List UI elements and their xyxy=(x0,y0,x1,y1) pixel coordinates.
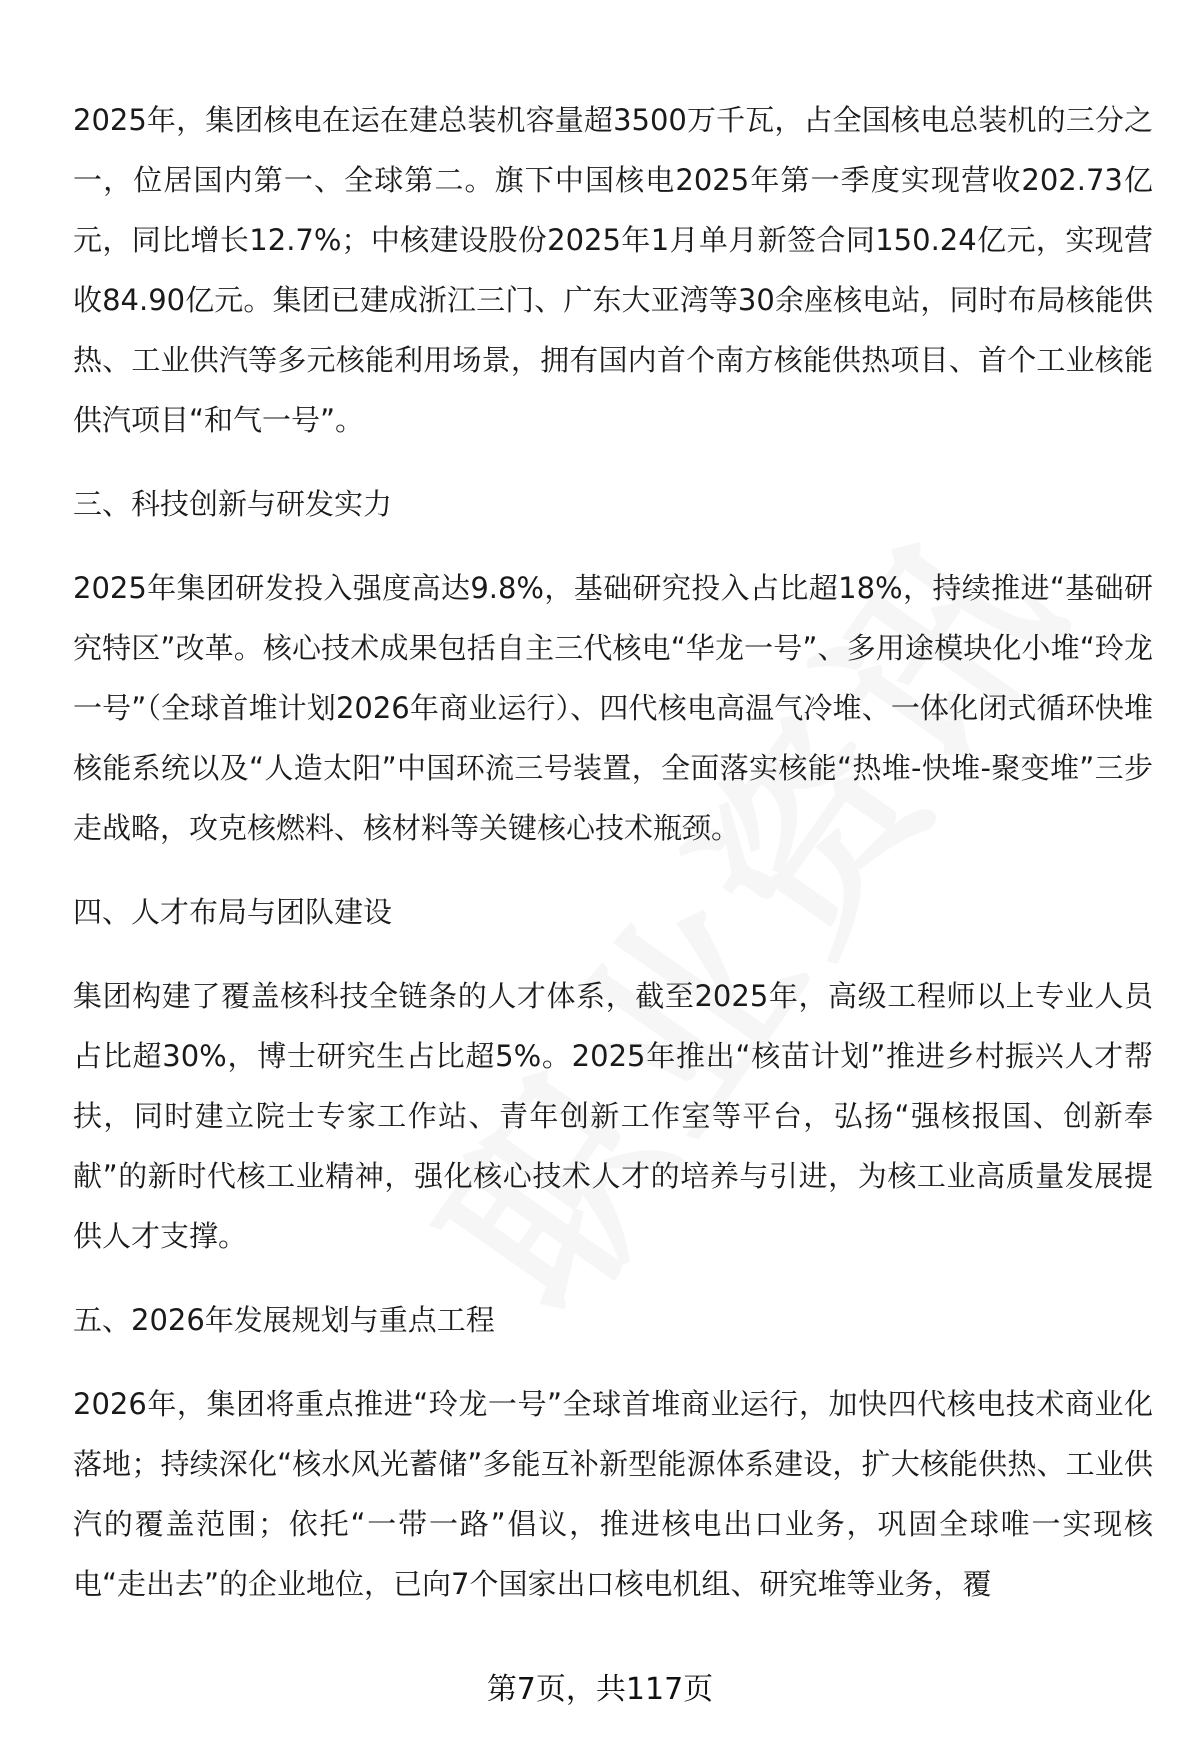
paragraph-2026-plan: 2026年，集团将重点推进“玲龙一号”全球首堆商业运行，加快四代核电技术商业化落地；持续深化“核水风光蓄储”多能互补新型能源体系建设，扩大核能供热、工业供汽的覆盖范围；依托“一带一路”倡议，推进核电出口业务，巩固全球唯一实现核电“走出去”的企业地位，已向7个国家出口核电机组、研究堆等业务，覆 xyxy=(73,1387,1153,1601)
document-body xyxy=(73,90,1153,1638)
paragraph-nuclear-capacity: 2025年，集团核电在运在建总装机容量超3500万千瓦，占全国核电总装机的三分之一，位居国内第一、全球第二。旗下中国核电2025年第一季度实现营收202.73亿元，同比增长12.7%；中核建设股份2025年1月单月新签合同150.24亿元，实现营收84.90亿元。集团已建成浙江三门、广东大亚湾等30余座核电站，同时布局核能供热、工业供汽等多元核能利用场景，拥有国内首个南方核能供热项目、首个工业核能供汽项目“和气一号”。 xyxy=(73,103,1153,437)
section-heading-2026-plan: 五、2026年发展规划与重点工程 xyxy=(73,1303,495,1337)
paragraph-talent-system: 集团构建了覆盖核科技全链条的人才体系，截至2025年，高级工程师以上专业人员占比超30%，博士研究生占比超5%。2025年推出“核苗计划”推进乡村振兴人才帮扶，同时建立院士专家工作站、青年创新工作室等平台，弘扬“强核报国、创新奉献”的新时代核工业精神，强化核心技术人才的培养与引进，为核工业高质量发展提供人才支撑。 xyxy=(73,979,1153,1253)
section-heading-talent: 四、人才布局与团队建设 xyxy=(73,895,393,929)
section-heading-tech-innovation: 三、科技创新与研发实力 xyxy=(73,487,393,521)
paragraph-rd-strength: 2025年集团研发投入强度高达9.8%，基础研究投入占比超18%，持续推进“基础研究特区”改革。核心技术成果包括自主三代核电“华龙一号”、多用途模块化小堆“玲龙一号”（全球首堆计划2026年商业运行）、四代核电高温气冷堆、一体化闭式循环快堆核能系统以及“人造太阳”中国环流三号装置，全面落实核能“热堆-快堆-聚变堆”三步走战略，攻克核燃料、核材料等关键核心技术瓶颈。 xyxy=(73,571,1153,845)
page-number-footer: 第7页，共117页 xyxy=(486,1672,714,1707)
